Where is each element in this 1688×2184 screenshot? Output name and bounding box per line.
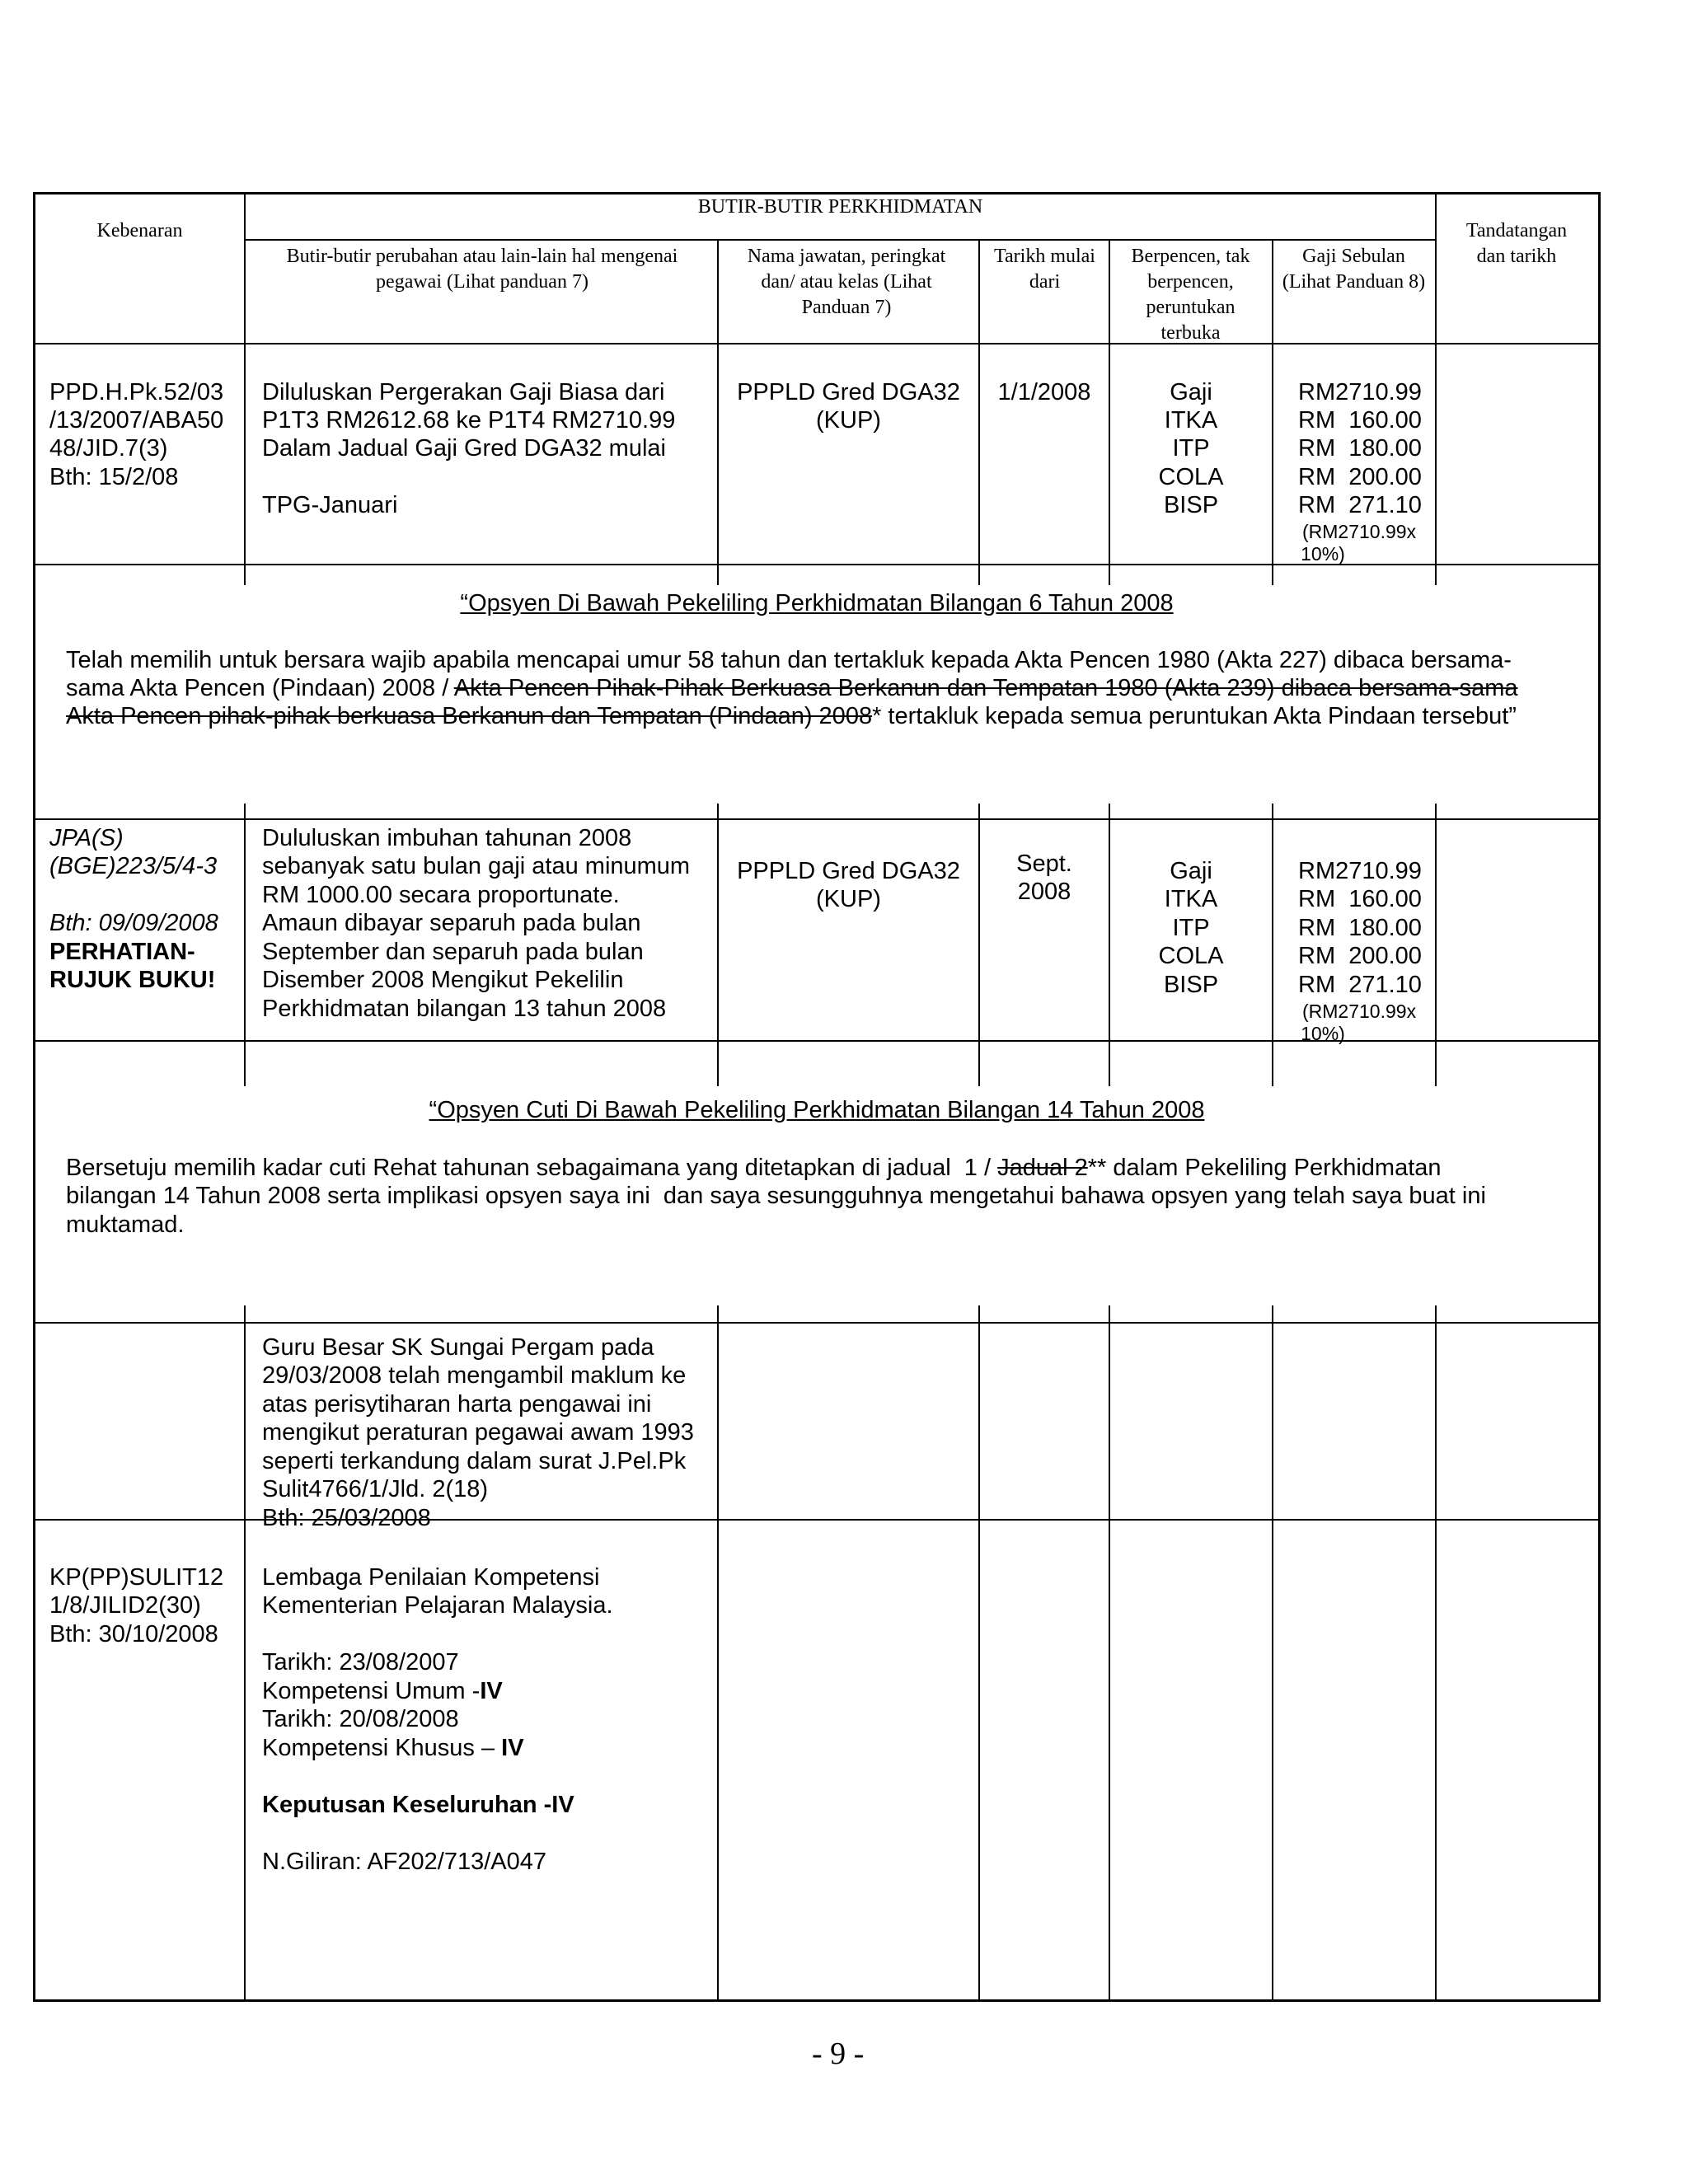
row4-butir-line: Lembaga Penilaian Kompetensi (262, 1564, 600, 1591)
row2-kebenaran-note: RUJUK BUKU! (49, 967, 216, 993)
row3-butir-line: mengikut peraturan pegawai awam 1993 (262, 1419, 694, 1446)
col-line (978, 1305, 980, 1999)
row1-gaji-item: RM 200.00 (1298, 464, 1422, 490)
opsyen1-line3-struck: Akta Pencen pihak-pihak berkuasa Berkanun dan Tempatan (Pindaan) 2008 (66, 703, 873, 729)
opsyen2-line1-text: Bersetuju memilih kadar cuti Rehat tahunan sebagaimana yang ditetapkan di jadual 1 / (66, 1155, 998, 1181)
col-line (244, 192, 246, 585)
row2-gaji-item: RM2710.99 (1298, 858, 1422, 884)
col-line (717, 1305, 719, 1999)
row4-khusus-value: IV (501, 1735, 524, 1761)
row1-kebenaran-line: Bth: 15/2/08 (49, 464, 179, 490)
row2-gaji-item: RM 271.10 (1298, 972, 1422, 998)
row2-gaji-note: (RM2710.99x (1302, 1001, 1417, 1022)
row1-gaji-note: 10%) (1301, 543, 1345, 565)
opsyen2-line: bilangan 14 Tahun 2008 serta implikasi opsyen saya ini dan saya sesungguhnya mengetahui bahawa opsyen yang telah saya buat ini (66, 1183, 1486, 1209)
header-bottom-line (33, 343, 1601, 344)
row1-kebenaran-line: /13/2007/ABA50 (49, 407, 224, 434)
row2-butir-line: September dan separuh pada bulan (262, 939, 644, 965)
col-line (717, 804, 719, 1086)
row1-gaji-item: RM 160.00 (1298, 407, 1422, 434)
header-subdivider (244, 239, 1437, 241)
header-kebenaran: Kebenaran (96, 220, 183, 241)
row2-butir-line: Disember 2008 Mengikut Pekelilin (262, 967, 624, 993)
row1-pencen-item: ITP (1172, 435, 1210, 462)
row2-kebenaran-line: JPA(S) (49, 825, 124, 851)
row1-kebenaran-line: PPD.H.Pk.52/03 (49, 379, 224, 405)
row1-butir-line: Dalam Jadual Gaji Gred DGA32 mulai (262, 435, 666, 462)
row2-nama-line: PPPLD Gred DGA32 (737, 858, 960, 884)
row3-butir-line: Guru Besar SK Sungai Pergam pada (262, 1334, 654, 1361)
col-line (244, 804, 246, 1086)
row1-gaji-note: (RM2710.99x (1302, 521, 1417, 542)
header-col-pencen: Berpencen, tak berpencen, peruntukan terbuka (1131, 246, 1250, 344)
row3-butir-line: seperti terkandung dalam surat J.Pel.Pk (262, 1448, 687, 1474)
row2-butir-line: RM 1000.00 secara proportunate. (262, 882, 620, 908)
row2-gaji-note: 10%) (1301, 1023, 1345, 1044)
row1-tarikh: 1/1/2008 (997, 379, 1091, 405)
row1-butir-line: P1T3 RM2612.68 ke P1T4 RM2710.99 (262, 407, 676, 434)
row4-giliran: N.Giliran: AF202/713/A047 (262, 1849, 546, 1875)
col-line (1435, 1305, 1437, 1999)
col-line (1272, 1305, 1273, 1999)
row1-butir-line: Diluluskan Pergerakan Gaji Biasa dari (262, 379, 665, 405)
table-border-bottom (33, 1999, 1601, 2002)
row3-butir-line: 29/03/2008 telah mengambil maklum ke (262, 1362, 687, 1389)
opsyen1-line2-struck: Akta Pencen Pihak-Pihak Berkuasa Berkanun dan Tempatan 1980 (Akta 239) dibaca bersama-sama (453, 675, 1518, 701)
opsyen2-line: muktamad. (66, 1212, 185, 1238)
col-line (1435, 192, 1437, 585)
row2-gaji-item: RM 160.00 (1298, 886, 1422, 912)
opsyen1-line3-text: * tertakluk kepada semua peruntukan Akta Pindaan tersebut” (872, 703, 1517, 729)
row2-pencen-item: ITP (1172, 915, 1210, 941)
col-line (978, 239, 980, 585)
row3-butir-line: Bth: 25/03/2008 (262, 1505, 431, 1531)
row2-tarikh-line: 2008 (1017, 879, 1071, 905)
col-line (1435, 804, 1437, 1086)
row4-umum-label: Kompetensi Umum - (262, 1678, 481, 1704)
row1-butir-extra: TPG-Januari (262, 492, 398, 518)
page-number: - 9 - (812, 2036, 865, 2071)
col-line (978, 804, 980, 1086)
row3-butir-line: Sulit4766/1/Jld. 2(18) (262, 1476, 489, 1502)
table-border-right (1598, 192, 1601, 2002)
row2-pencen-item: Gaji (1170, 858, 1212, 884)
row4-kebenaran-line: KP(PP)SULIT12 (49, 1564, 224, 1591)
row4-umum-value: IV (480, 1678, 503, 1704)
row-line (33, 1322, 1601, 1324)
row2-pencen-item: COLA (1158, 943, 1224, 969)
row1-pencen-item: BISP (1163, 492, 1219, 518)
row2-butir-line: Perkhidmatan bilangan 13 tahun 2008 (262, 996, 667, 1022)
row1-gaji-item: RM 180.00 (1298, 435, 1422, 462)
col-line (1272, 239, 1273, 585)
row2-kebenaran-bth: Bth: 09/09/2008 (49, 910, 218, 936)
opsyen1-line: Telah memilih untuk bersara wajib apabila mencapai umur 58 tahun dan tertakluk kepada Akta Pencen 1980 (Akta 227) dibaca bersama- (66, 647, 1512, 673)
row4-kebenaran-line: Bth: 30/10/2008 (49, 1621, 218, 1647)
header-tandatangan: Tandatangan dan tarikh (1465, 220, 1568, 267)
row2-nama-line: (KUP) (816, 886, 881, 912)
row-line (33, 818, 1601, 820)
row1-pencen-item: Gaji (1170, 379, 1212, 405)
row1-nama-line: (KUP) (816, 407, 881, 434)
row1-pencen-item: COLA (1158, 464, 1224, 490)
opsyen1-line (66, 702, 1517, 731)
row4-kompetensi-umum (262, 1677, 503, 1706)
header-col-gaji: Gaji Sebulan (Lihat Panduan 8) (1282, 246, 1426, 293)
header-col-butir: Butir-butir perubahan atau lain-lain hal mengenai pegawai (Lihat panduan 7) (286, 246, 678, 293)
row2-kebenaran-line: (BGE)223/5/4-3 (49, 853, 218, 879)
row1-nama-line: PPPLD Gred DGA32 (737, 379, 960, 405)
row4-khusus-label: Kompetensi Khusus – (262, 1735, 502, 1761)
opsyen2-line (66, 1154, 1442, 1183)
row3-butir-line: atas perisytiharan harta pengawai ini (262, 1391, 652, 1418)
row1-gaji-item: RM 271.10 (1298, 492, 1422, 518)
row4-tarikh2: Tarikh: 20/08/2008 (262, 1706, 459, 1732)
row2-gaji-item: RM 180.00 (1298, 915, 1422, 941)
row4-butir-line: Kementerian Pelajaran Malaysia. (262, 1592, 613, 1619)
opsyen2-line1-struck: Jadual 2 (997, 1155, 1088, 1181)
row1-gaji-item: RM2710.99 (1298, 379, 1422, 405)
opsyen2-title: “Opsyen Cuti Di Bawah Pekeliling Perkhidmatan Bilangan 14 Tahun 2008 (429, 1097, 1205, 1123)
col-line (1109, 1305, 1110, 1999)
row2-tarikh-line: Sept. (1016, 851, 1072, 877)
col-line (244, 1305, 246, 1999)
row4-keputusan: Keputusan Keseluruhan -IV (262, 1792, 574, 1818)
opsyen1-line2-text: sama Akta Pencen (Pindaan) 2008 / (66, 675, 454, 701)
row4-kompetensi-khusus (262, 1734, 524, 1763)
row4-kebenaran-line: 1/8/JILID2(30) (49, 1592, 201, 1619)
row2-butir-line: sebanyak satu bulan gaji atau minumum (262, 853, 691, 879)
header-col-nama: Nama jawatan, peringkat dan/ atau kelas (Lihat Panduan 7) (747, 246, 946, 318)
opsyen2-line1-text-end: ** dalam Pekeliling Perkhidmatan (1087, 1155, 1442, 1181)
row2-butir-line: Amaun dibayar separuh pada bulan (262, 910, 641, 936)
row1-kebenaran-line: 48/JID.7(3) (49, 435, 168, 462)
header-butir-perkhidmatan: BUTIR-BUTIR PERKHIDMATAN (697, 196, 983, 218)
row4-tarikh1: Tarikh: 23/08/2007 (262, 1649, 459, 1675)
row2-pencen-item: ITKA (1164, 886, 1218, 912)
header-col-tarikh: Tarikh mulai dari (994, 246, 1095, 293)
opsyen1-line (66, 674, 1518, 703)
row1-pencen-item: ITKA (1164, 407, 1218, 434)
row2-butir-line: Dululuskan imbuhan tahunan 2008 (262, 825, 632, 851)
opsyen1-title: “Opsyen Di Bawah Pekeliling Perkhidmatan Bilangan 6 Tahun 2008 (460, 590, 1174, 616)
row2-pencen-item: BISP (1163, 972, 1219, 998)
row2-kebenaran-note: PERHATIAN- (49, 939, 195, 965)
row2-gaji-item: RM 200.00 (1298, 943, 1422, 969)
